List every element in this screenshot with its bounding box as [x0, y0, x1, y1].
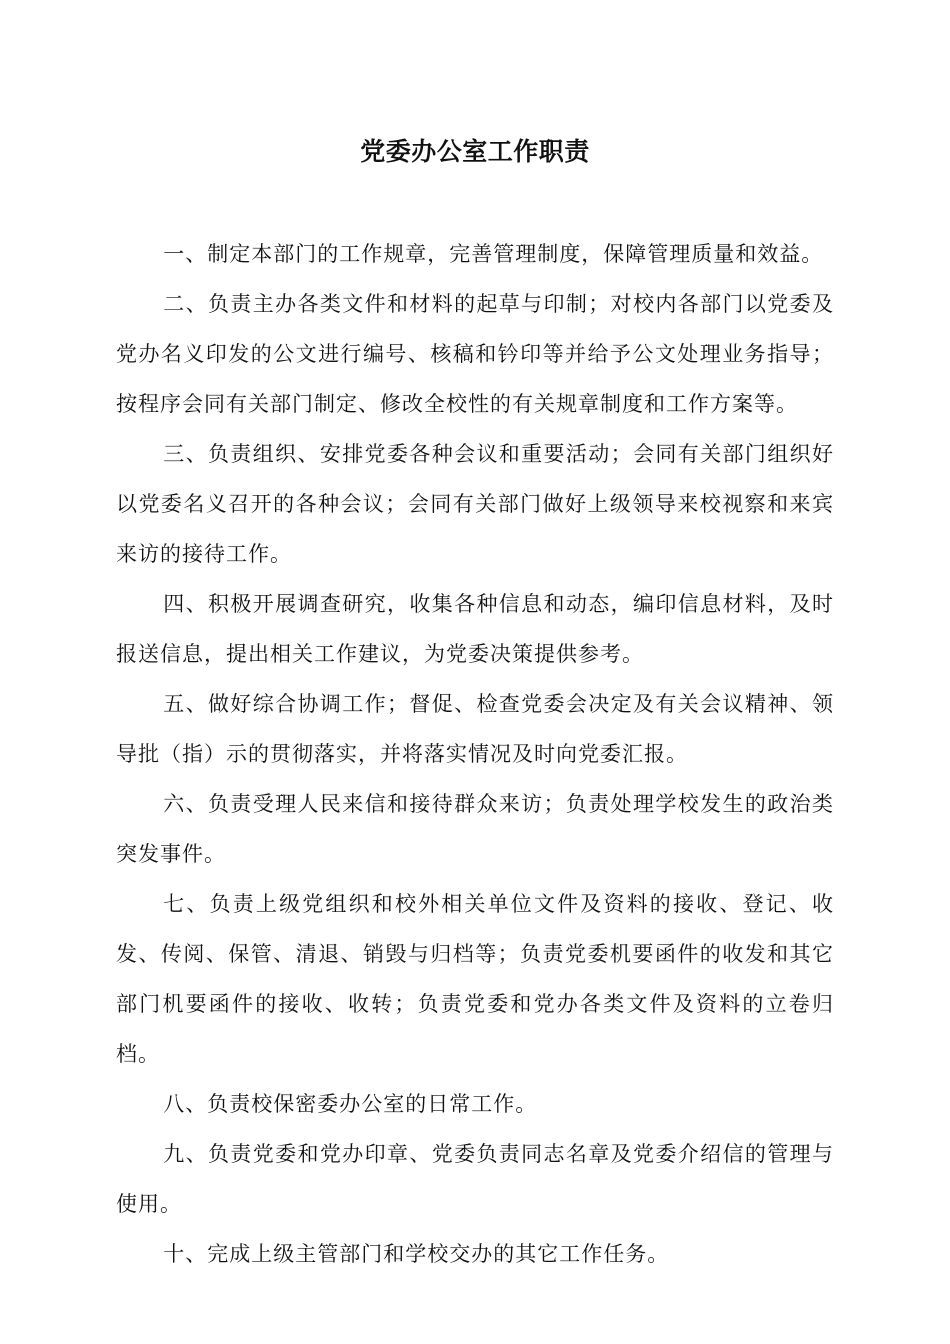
paragraph-6: 六、负责受理人民来信和接待群众来访；负责处理学校发生的政治类突发事件。: [116, 792, 834, 866]
paragraph-2: 二、负责主办各类文件和材料的起草与印制；对校内各部门以党委及党办名义印发的公文进行编号、核稿和钤印等并给予公文处理业务指导；按程序会同有关部门制定、修改全校性的有关规章制度和工作方案等。: [116, 292, 834, 416]
paragraph-4: 四、积极开展调查研究，收集各种信息和动态，编印信息材料，及时报送信息，提出相关工作建议，为党委决策提供参考。: [116, 592, 834, 666]
paragraph-9: 九、负责党委和党办印章、党委负责同志名章及党委介绍信的管理与使用。: [116, 1142, 834, 1216]
paragraph-10: 十、完成上级主管部门和学校交办的其它工作任务。: [163, 1242, 670, 1266]
paragraph-7: 七、负责上级党组织和校外相关单位文件及资料的接收、登记、收发、传阅、保管、清退、销毁与归档等；负责党委机要函件的收发和其它部门机要函件的接收、收转；负责党委和党办各类文件及资料的立卷归档。: [116, 892, 834, 1066]
document-title: 党委办公室工作职责: [360, 137, 590, 166]
paragraph-5: 五、做好综合协调工作；督促、检查党委会决定及有关会议精神、领导批（指）示的贯彻落实，并将落实情况及时向党委汇报。: [116, 692, 834, 766]
paragraph-8: 八、负责校保密委办公室的日常工作。: [163, 1092, 538, 1116]
paragraph-1: 一、制定本部门的工作规章，完善管理制度，保障管理质量和效益。: [163, 242, 824, 266]
paragraph-3: 三、负责组织、安排党委各种会议和重要活动；会同有关部门组织好以党委名义召开的各种会议；会同有关部门做好上级领导来校视察和来宾来访的接待工作。: [116, 442, 834, 566]
document-body: [116, 229, 834, 1279]
